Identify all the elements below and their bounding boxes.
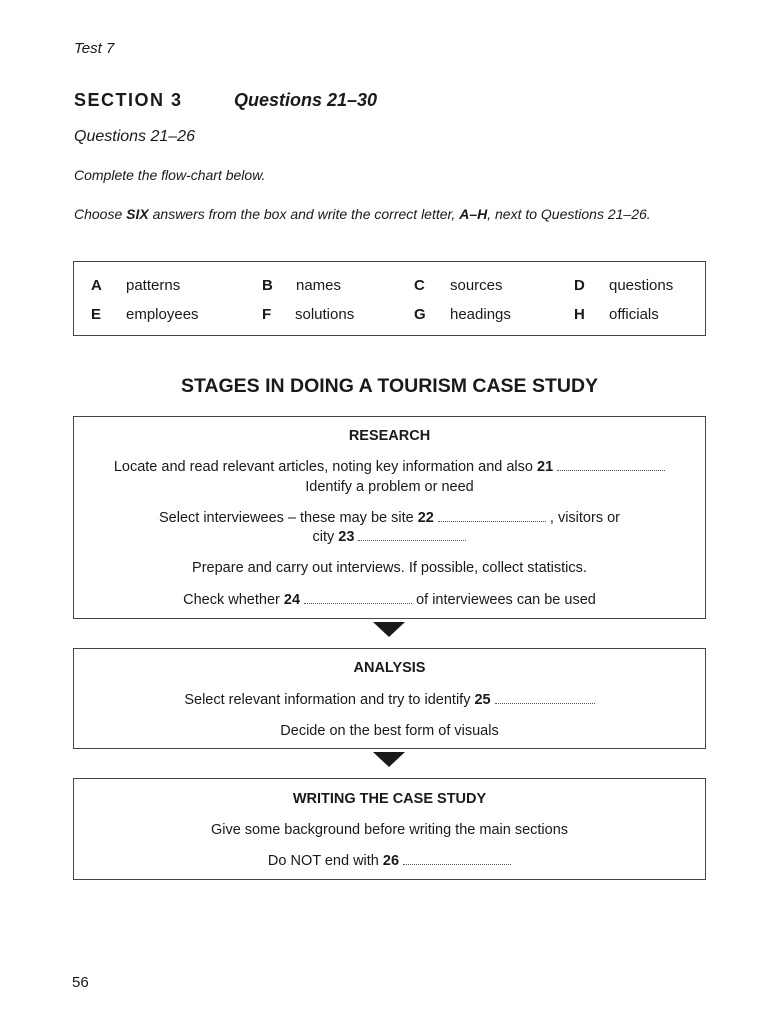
- analysis-stage-box: [73, 648, 706, 749]
- line-text: , visitors or: [545, 510, 620, 526]
- instruction-emphasis: A–H: [459, 206, 488, 222]
- option-word: employees: [126, 306, 199, 323]
- line-text: Check whether: [183, 592, 284, 608]
- line-text: Select interviewees – these may be site: [158, 510, 418, 526]
- option-letter: D: [574, 277, 585, 294]
- option-letter: H: [574, 306, 585, 323]
- option-letter: F: [262, 306, 272, 323]
- flowchart-title: STAGES IN DOING A TOURISM CASE STUDY: [180, 375, 599, 397]
- instruction-emphasis: SIX: [126, 206, 149, 222]
- option-letter: A: [91, 277, 102, 294]
- subsection-questions-range: Questions 21–26: [74, 128, 195, 145]
- question-23-number: 23: [338, 529, 355, 545]
- option-letter: B: [262, 277, 273, 294]
- option-letter: E: [91, 306, 102, 323]
- line-text: Locate and read relevant articles, noting key information and also: [113, 459, 537, 475]
- option-word: solutions: [295, 306, 355, 323]
- research-line-5: Prepare and carry out interviews. If possible, collect statistics.: [192, 560, 587, 576]
- writing-title: WRITING THE CASE STUDY: [292, 791, 487, 807]
- answer-gap-26[interactable]: [403, 853, 511, 865]
- research-line-2: Identify a problem or need: [305, 479, 474, 495]
- analysis-line-2: Decide on the best form of visuals: [280, 723, 499, 739]
- instruction-text: Choose: [74, 206, 127, 222]
- option-word: patterns: [126, 277, 181, 294]
- question-26-number: 26: [382, 853, 400, 869]
- answer-gap-24[interactable]: [304, 592, 412, 604]
- section-questions-range: Questions 21–30: [234, 90, 378, 110]
- answer-options-box: [73, 261, 706, 336]
- option-word: officials: [609, 306, 659, 323]
- answer-gap-23[interactable]: [358, 529, 466, 541]
- line-text: Select relevant information and try to identify: [184, 692, 475, 708]
- instruction-text: , next to Questions 21–26.: [487, 206, 651, 222]
- option-letter: C: [414, 277, 425, 294]
- answer-gap-25[interactable]: [495, 692, 595, 704]
- instruction-flowchart: Complete the flow-chart below.: [74, 167, 266, 183]
- answer-gap-21[interactable]: [557, 459, 665, 471]
- research-title: RESEARCH: [348, 428, 431, 444]
- down-arrow-icon: [373, 622, 405, 637]
- question-22-number: 22: [417, 510, 434, 526]
- writing-stage-box: [73, 778, 706, 880]
- analysis-line-1: [74, 692, 705, 708]
- research-line-6: [74, 592, 705, 608]
- option-letter: G: [414, 306, 426, 323]
- writing-line-2: [74, 853, 705, 869]
- research-line-3: [74, 510, 705, 526]
- instruction-choose: [74, 205, 654, 223]
- research-line-1: [74, 459, 705, 475]
- page-number: 56: [72, 974, 89, 991]
- writing-line-1: Give some background before writing the main sections: [210, 822, 569, 838]
- instruction-text: answers from the box and write the correct letter,: [148, 206, 460, 222]
- option-word: names: [296, 277, 342, 294]
- analysis-title: ANALYSIS: [353, 660, 426, 676]
- question-21-number: 21: [537, 459, 554, 475]
- option-word: headings: [450, 306, 511, 323]
- research-line-4: [74, 529, 705, 545]
- section-heading: SECTION 3: [74, 90, 183, 110]
- option-word: sources: [450, 277, 503, 294]
- line-text: of interviewees can be used: [412, 592, 596, 608]
- question-25-number: 25: [474, 692, 491, 708]
- option-word: questions: [609, 277, 674, 294]
- line-text: Do NOT end with: [267, 853, 383, 869]
- down-arrow-icon: [373, 752, 405, 767]
- research-stage-box: [73, 416, 706, 619]
- line-text: city: [312, 529, 339, 545]
- test-label: Test 7: [74, 40, 115, 57]
- question-24-number: 24: [283, 592, 301, 608]
- answer-gap-22[interactable]: [438, 510, 546, 522]
